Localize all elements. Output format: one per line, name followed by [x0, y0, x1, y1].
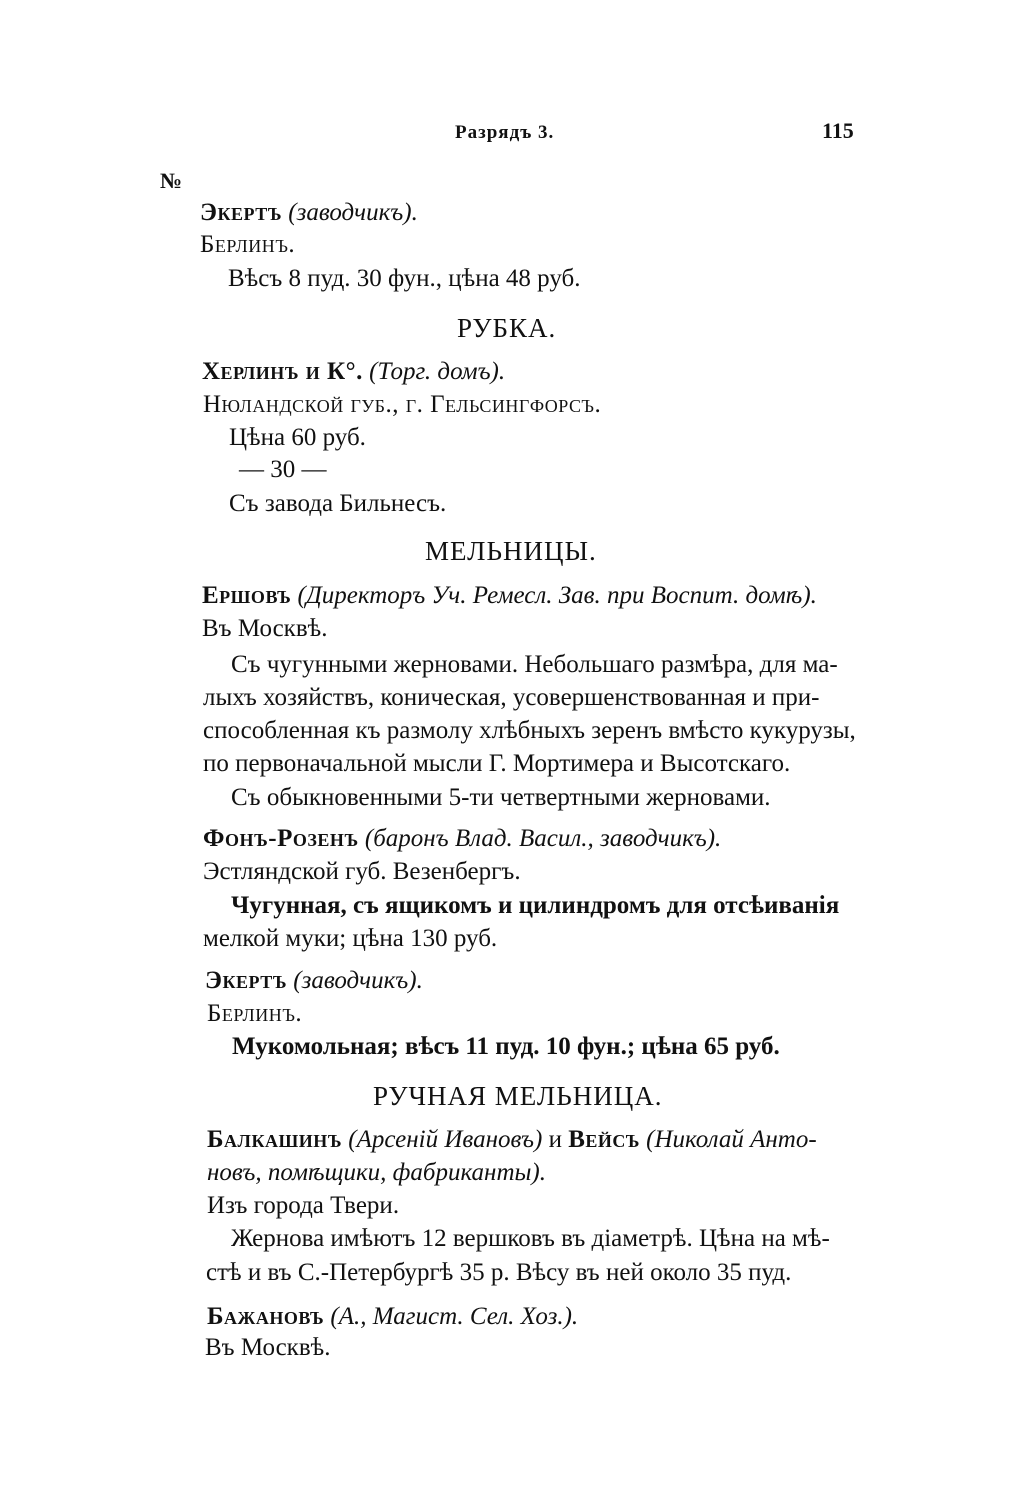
- number-column-sign: №: [160, 168, 183, 193]
- section-heading-ruchnaya: РУЧНАЯ МЕЛЬНИЦА.: [373, 1081, 663, 1111]
- entry-place: Эстляндской губ. Везенбергъ.: [203, 858, 521, 885]
- entry-role: (баронъ Влад. Васил., заводчикъ).: [358, 825, 722, 852]
- entry-description-line: способленная къ размолу хлѣбныхъ зеренъ вмѣсто кукурузы,: [203, 717, 856, 744]
- entry-place: Въ Москвѣ.: [205, 1334, 331, 1361]
- entry-header: [205, 966, 423, 996]
- entry-description-line: стѣ и въ С.-Петербургѣ 35 р. Вѣсу въ ней около 35 пуд.: [206, 1259, 792, 1286]
- entry-role: (Директоръ Уч. Ремесл. Зав. при Воспит. домѣ).: [291, 582, 817, 609]
- section-heading-rubka: РУБКА.: [457, 313, 557, 343]
- entry-description-line: лыхъ хозяйствъ, коническая, усовершенствованная и при-: [203, 684, 820, 711]
- entry-name: Вейсъ: [568, 1126, 640, 1153]
- entry-place: Нюландской губ., г. Гельсингфорсъ.: [203, 391, 602, 418]
- entry-role: (Николай Анто-: [639, 1126, 817, 1153]
- entry-role: (заводчикъ).: [282, 199, 418, 226]
- entry-header: [207, 1125, 817, 1155]
- entry-description: Мукомольная; вѣсъ 11 пуд. 10 фун.; цѣна 65 руб.: [232, 1033, 780, 1060]
- entry-name: Балкашинъ: [207, 1126, 343, 1153]
- entry-name: Херлинъ и К°.: [202, 358, 363, 385]
- entry-header: [207, 1302, 578, 1332]
- entry-name: Ершовъ: [202, 582, 292, 609]
- entry-header: [200, 198, 418, 228]
- entry-place: Изъ города Твери.: [207, 1192, 400, 1219]
- entry-name: Экертъ: [200, 199, 283, 226]
- entry-description-line: по первоначальной мысли Г. Мортимера и Высотскаго.: [203, 750, 791, 777]
- entry-header: [202, 581, 817, 611]
- entry-description: Съ обыкновенными 5-ти четвертными жерновами.: [231, 784, 771, 811]
- entry-description-line: мелкой муки; цѣна 130 руб.: [203, 925, 498, 952]
- entry-description-line: Жернова имѣютъ 12 вершковъ въ діаметрѣ. Цѣна на мѣ-: [231, 1225, 830, 1252]
- entry-description-line: Съ чугунными жерновами. Небольшаго размѣра, для ма-: [231, 651, 838, 678]
- entry-description: Съ завода Бильнесъ.: [229, 490, 447, 517]
- entry-place: Берлинъ.: [200, 231, 296, 258]
- entry-description-line: Чугунная, съ ящикомъ и цилиндромъ для отсѣиванія: [231, 892, 840, 919]
- entry-header: [203, 824, 721, 854]
- running-head: Разрядъ 3.: [455, 122, 555, 143]
- entry-header: [202, 357, 505, 387]
- entry-role: (Арсеній Ивановъ): [342, 1126, 543, 1153]
- page-number: 115: [822, 118, 854, 143]
- entry-conjunction: и: [542, 1126, 569, 1153]
- entry-name: Экертъ: [205, 967, 288, 994]
- entry-description: Вѣсъ 8 пуд. 30 фун., цѣна 48 руб.: [228, 265, 581, 292]
- section-heading-melnitsy: МЕЛЬНИЦЫ.: [425, 536, 597, 566]
- entry-role: (А., Магист. Сел. Хоз.).: [324, 1303, 579, 1330]
- entry-description: — 30 —: [239, 456, 327, 483]
- entry-name: Фонъ-Розенъ: [203, 825, 359, 852]
- entry-description: Цѣна 60 руб.: [229, 424, 366, 451]
- entry-place: Берлинъ.: [207, 1000, 303, 1027]
- entry-role: (заводчикъ).: [287, 967, 423, 994]
- entry-name: Бажановъ: [207, 1303, 325, 1330]
- entry-place: Въ Москвѣ.: [202, 615, 328, 642]
- entry-role-continuation: новъ, помѣщики, фабриканты).: [207, 1159, 547, 1186]
- entry-role: (Торг. домъ).: [362, 358, 506, 385]
